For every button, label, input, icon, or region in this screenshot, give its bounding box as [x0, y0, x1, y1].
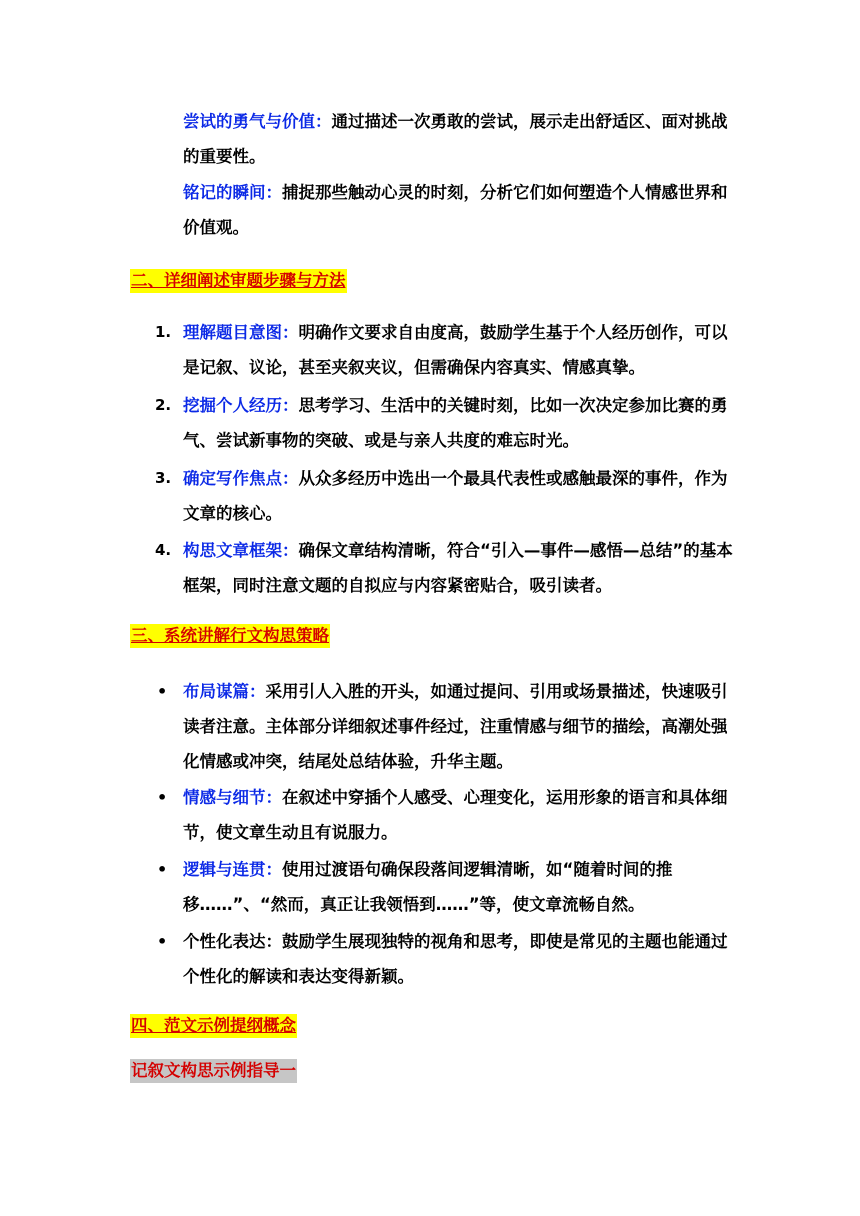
list-item: [183, 533, 743, 603]
list-item-text: 个性化表达：鼓励学生展现独特的视角和思考，即使是常见的主题也能通过个性化的解读和表达变得新颖。: [183, 932, 728, 986]
list-number: 4.: [155, 541, 172, 559]
paragraph-text: 捕捉那些触动心灵的时刻，分析它们如何塑造个人情感世界和价值观。: [183, 183, 728, 237]
list-item-term: 确定写作焦点：: [183, 469, 299, 488]
bullet-marker: •: [157, 932, 168, 951]
list-item: [183, 388, 743, 458]
list-item: [183, 780, 743, 850]
list-item-term: 挖掘个人经历：: [183, 396, 299, 415]
intro-paragraph: [183, 175, 743, 245]
list-item-term: 理解题目意图：: [183, 323, 299, 342]
list-item-text: 确保文章结构清晰，符合“引入—事件—感悟—总结”的基本框架，同时注意文题的自拟应与内容紧密贴合，吸引读者。: [183, 541, 733, 595]
section-heading: 三、系统讲解行文构思策略: [130, 624, 330, 648]
list-item: [183, 461, 743, 531]
bullet-marker: •: [157, 860, 168, 879]
list-item: [183, 852, 743, 922]
list-item-term: 布局谋篇：: [183, 682, 266, 701]
list-item-term: 构思文章框架：: [183, 541, 299, 560]
list-item-text: 从众多经历中选出一个最具代表性或感触最深的事件，作为文章的核心。: [183, 469, 728, 523]
section-heading: 四、范文示例提纲概念: [130, 1014, 297, 1038]
list-item: [183, 674, 743, 779]
list-item-text: 在叙述中穿插个人感受、心理变化，运用形象的语言和具体细节，使文章生动且有说服力。: [183, 788, 728, 842]
list-item-term: 情感与细节：: [183, 788, 282, 807]
section-heading: 二、详细阐述审题步骤与方法: [130, 269, 347, 293]
list-item-text: 采用引人入胜的开头，如通过提问、引用或场景描述，快速吸引读者注意。主体部分详细叙述事件经过，注重情感与细节的描绘，高潮处强化情感或冲突，结尾处总结体验，升华主题。: [183, 682, 728, 771]
list-item-text: 明确作文要求自由度高，鼓励学生基于个人经历创作，可以是记叙、议论，甚至夹叙夹议，但需确保内容真实、情感真挚。: [183, 323, 728, 377]
list-number: 1.: [155, 323, 172, 341]
list-number: 3.: [155, 469, 172, 487]
bullet-marker: •: [157, 682, 168, 701]
intro-paragraph: [183, 104, 743, 174]
paragraph-term: 铭记的瞬间：: [183, 183, 282, 202]
list-item-term: 逻辑与连贯：: [183, 860, 282, 879]
list-item: [183, 315, 743, 385]
bullet-marker: •: [157, 788, 168, 807]
paragraph-text: 通过描述一次勇敢的尝试，展示走出舒适区、面对挑战的重要性。: [183, 112, 728, 166]
list-number: 2.: [155, 396, 172, 414]
subheading: 记叙文构思示例指导一: [130, 1059, 297, 1083]
list-item: [183, 924, 743, 994]
paragraph-term: 尝试的勇气与价值：: [183, 112, 332, 131]
list-item-text: 使用过渡语句确保段落间逻辑清晰，如“随着时间的推移……”、“然而，真正让我领悟到……”等，使文章流畅自然。: [183, 860, 673, 914]
list-item-text: 思考学习、生活中的关键时刻，比如一次决定参加比赛的勇气、尝试新事物的突破、或是与亲人共度的难忘时光。: [183, 396, 728, 450]
